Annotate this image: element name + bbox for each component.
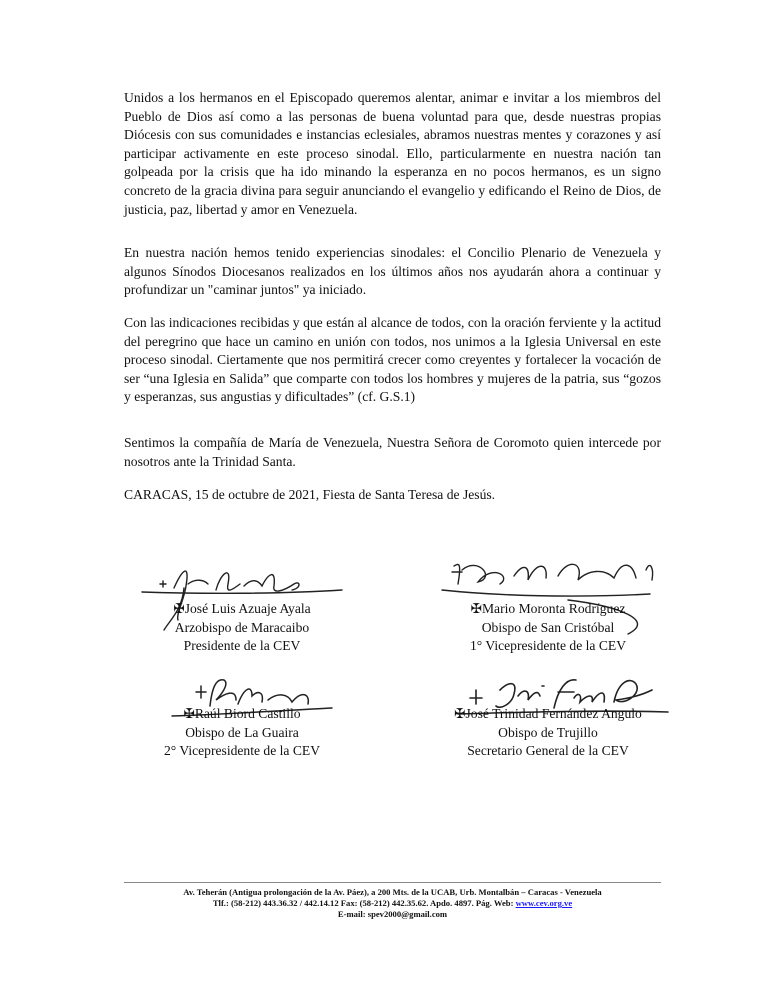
footer-contact <box>100 898 685 909</box>
signatory-role: Obispo de Trujillo <box>498 724 598 740</box>
footer <box>100 887 685 920</box>
date-line: CARACAS, 15 de octubre de 2021, Fiesta de Santa Teresa de Jesús. <box>124 487 496 502</box>
signatory-role: Arzobispo de Maracaibo <box>174 619 310 635</box>
signature-block-second-vice-president <box>112 670 372 760</box>
signatory-title: Secretario General de la CEV <box>467 743 629 759</box>
signatory-role: Obispo de San Cristóbal <box>481 619 615 635</box>
body-paragraph-4: Sentimos la compañía de María de Venezuela, Nuestra Señora de Coromoto quien intercede por nosotros ante la Trinidad Santa. <box>124 435 661 469</box>
signatory-name: ✠José Trinidad Fernández Angulo <box>454 706 642 721</box>
signatory-title: 1° Vicepresidente de la CEV <box>469 638 627 654</box>
signature-block-secretary-general <box>418 670 678 760</box>
signature-block-first-vice-president <box>418 550 678 660</box>
footer-web-link[interactable]: www.cev.org.ve <box>515 898 573 908</box>
signatory-name: ✠Mario Moronta Rodríguez <box>470 601 626 616</box>
footer-phones: Tlf.: (58-212) 443.36.32 / 442.14.12 Fax: (58-212) 442.35.62. Apdo. 4897. Pág. Web: <box>212 898 516 908</box>
footer-email: E-mail: spev2000@gmail.com <box>337 909 448 919</box>
signatory-role: Obispo de La Guaira <box>185 724 299 740</box>
body-paragraph-1: Unidos a los hermanos en el Episcopado queremos alentar, animar e invitar a los miembros del Pueblo de Dios así como a las personas de buena voluntad para que, desde nuestras propias Diócesis con sus comunidades e instancias eclesiales, abramos nuestras mentes y corazones y así participar activamente en este proceso sinodal. Ello, particularmente en nuestra nación tan golpeada por la crisis que ha ido minando la esperanza en no pocos hermanos, es un signo concreto de la gracia divina para seguir anunciando el evangelio y edificando el Reino de Dios, de justicia, paz, libertad y amor en Venezuela. <box>124 90 661 217</box>
signature-block-president <box>112 550 372 660</box>
footer-divider <box>124 882 661 883</box>
body-paragraph-3: Con las indicaciones recibidas y que están al alcance de todos, con la oración ferviente y la actitud del peregrino que hace un camino en unión con todos, nos unimos a la Iglesia Universal en este proceso sinodal. Ciertamente que nos permitirá crecer como creyentes y fortalecer la vocación de ser “una Iglesia en Salida” que comparte con todos los hombres y mujeres de la patria, sus “gozos y esperanzas, sus angustias y dificultades” (cf. G.S.1) <box>124 315 661 405</box>
signatory-title: 2° Vicepresidente de la CEV <box>163 743 321 759</box>
body-paragraph-2: En nuestra nación hemos tenido experiencias sinodales: el Concilio Plenario de Venezuela y algunos Sínodos Diocesanos realizados en los últimos años nos ayudarán ahora a continuar y profundizar un "caminar juntos" ya iniciado. <box>124 245 661 298</box>
signatory-title: Presidente de la CEV <box>183 638 301 654</box>
footer-address: Av. Teherán (Antigua prolongación de la Av. Páez), a 200 Mts. de la UCAB, Urb. Montalbán – Caracas - Venezuela <box>183 887 602 897</box>
signatory-name: ✠Raúl Biord Castillo <box>183 706 301 721</box>
signatory-name: ✠José Luis Azuaje Ayala <box>173 601 311 616</box>
